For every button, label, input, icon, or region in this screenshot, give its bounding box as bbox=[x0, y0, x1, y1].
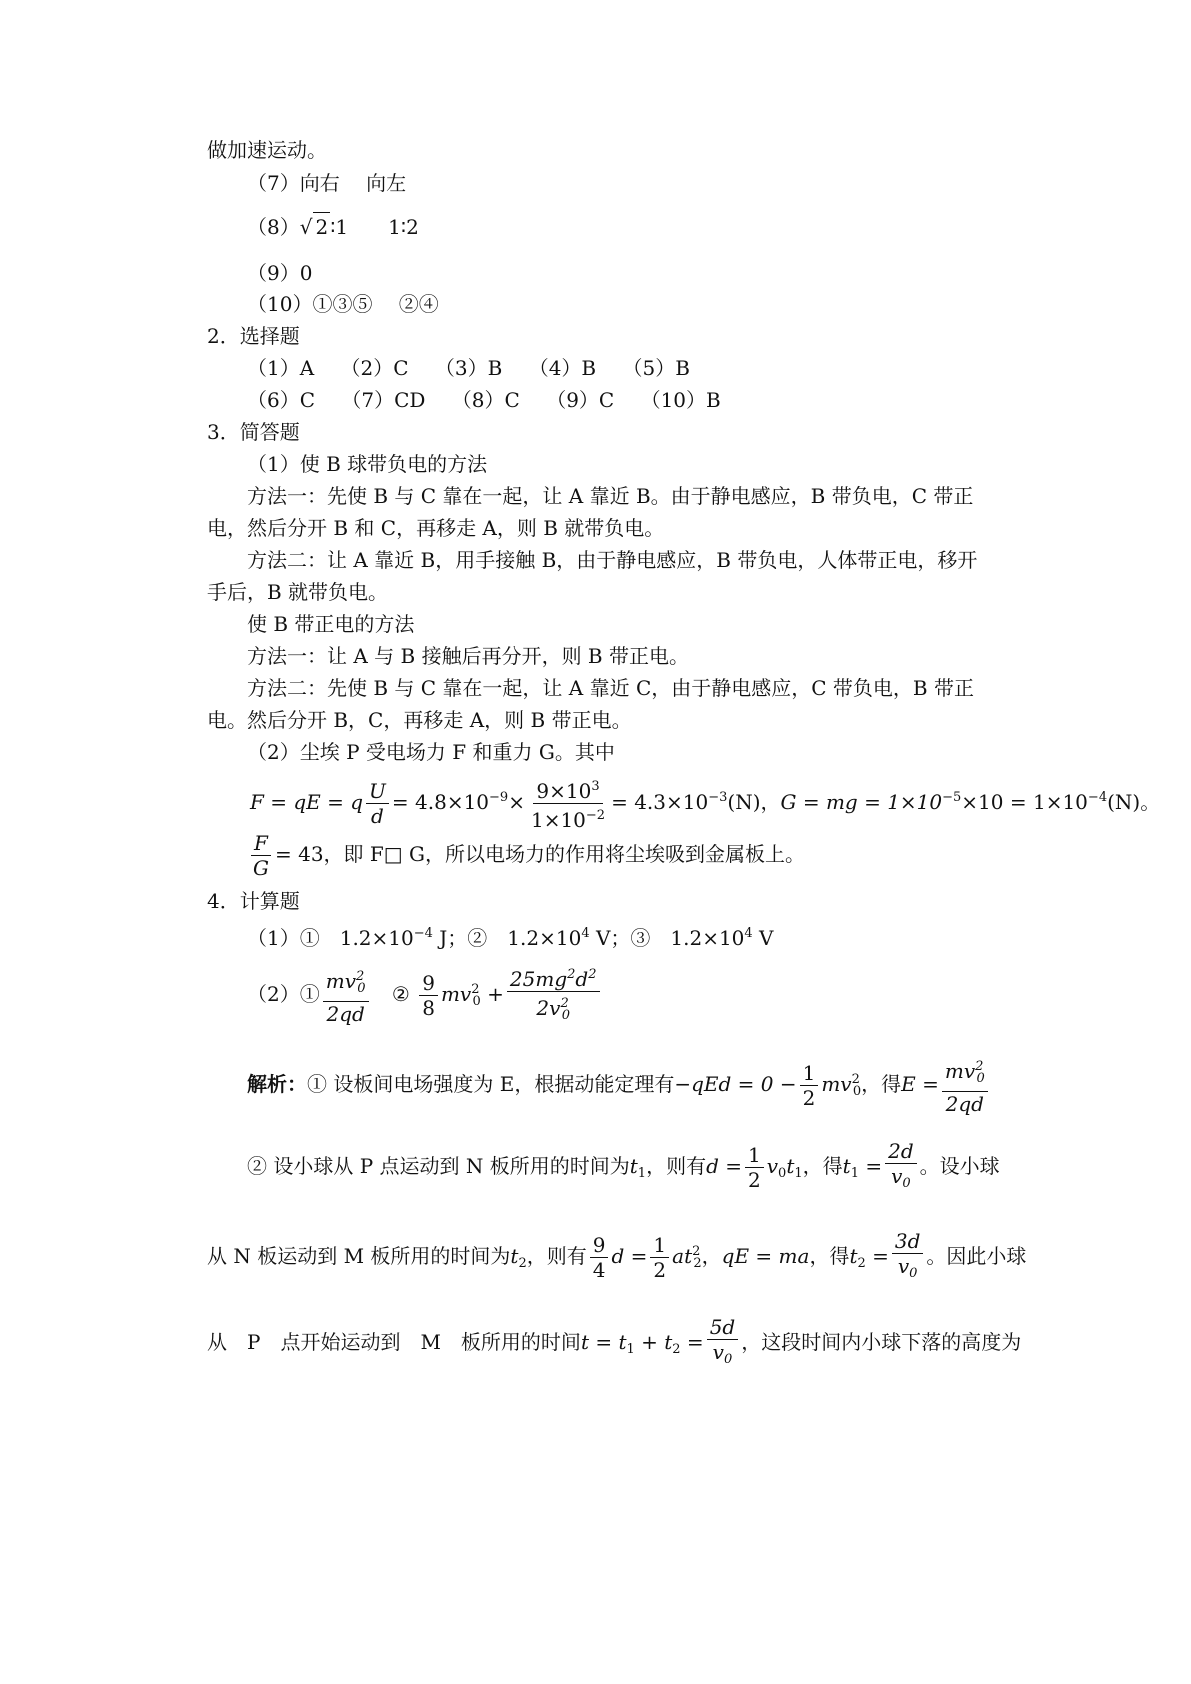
fraction: $\frac{3d}{v_0}$ bbox=[892, 1229, 924, 1286]
fraction: $\frac{25mg^2d^2}{2v^2_0}$ bbox=[507, 963, 600, 1028]
formula-force: F = qE = q $\frac{U}{d}$ = $4.8\times 10^{-9}\times$ $\frac{9\times 10^3}{1\times 10^{-2}}$ = $4.3\times 10^{-3}(N)$，G = mg = $1\times 10^{-5}\times 10 = 1\times 10^{-4}(N)$。 bbox=[250, 770, 1160, 832]
choice-answers-row1: （1）A （2）C （3）B （4）B （5）B bbox=[247, 356, 690, 380]
text-line: 方法二：先使 B 与 C 靠在一起，让 A 靠近 C，由于静电感应，C 带负电，B 带正 bbox=[247, 676, 974, 700]
text-line: 使 B 带正电的方法 bbox=[247, 612, 415, 636]
formula-text: = 4.8×10 bbox=[391, 790, 490, 814]
text-line: （1）使 B 球带负电的方法 bbox=[247, 452, 488, 476]
fraction: $\frac{U}{d}$ bbox=[366, 779, 389, 828]
fraction: $\frac{F}{G}$ bbox=[253, 831, 269, 880]
missing-glyph: □ bbox=[383, 842, 403, 866]
fill-answer-7: （7）向右 向左 bbox=[247, 171, 407, 195]
text-line: 手后，B 就带负电。 bbox=[207, 580, 389, 604]
fraction: $\frac{1}{2}$ bbox=[800, 1061, 819, 1110]
text-line: 做加速运动。 bbox=[207, 138, 327, 162]
section-heading-choice: 2．选择题 bbox=[207, 324, 300, 348]
text-line: （2）尘埃 P 受电场力 F 和重力 G。其中 bbox=[247, 740, 615, 764]
sqrt-sign: √ bbox=[299, 215, 313, 239]
fraction: $\frac{1}{2}$ bbox=[650, 1233, 669, 1282]
fill-answer-10: （10）①③⑤ ②④ bbox=[247, 292, 439, 316]
formula-text: F = qE = q bbox=[250, 790, 364, 814]
choice-answers-row2: （6）C （7）CD （8）C （9）C （10）B bbox=[247, 388, 721, 412]
solution-step-3: 从 N 板运动到 M 板所用的时间为$t_2$，则有 $\frac{9}{4}$ d = $\frac{1}{2}$ $at^2_2$，qE = ma，得$t_2$ = $\frac{3d}{v_0}$ 。因此小球 bbox=[207, 1224, 1026, 1292]
solution-step-1: 解析：① 设板间电场强度为 E，根据动能定理有−qEd = 0 − $\frac{1}{2}$ $mv^2_0$，得E = $\frac{mv^2_0}{2qd}$ bbox=[247, 1052, 991, 1120]
solution-label: 解析： bbox=[247, 1072, 307, 1096]
fraction: $\frac{1}{2}$ bbox=[745, 1143, 764, 1192]
text-line: 电。然后分开 B，C，再移走 A，则 B 带正电。 bbox=[207, 708, 632, 732]
fill-answer-8 bbox=[247, 212, 419, 241]
calc-answer-1: （1）① $1.2\times 10^{-4}$ J；② $1.2\times 10^4$ V；③ $1.2\times 10^4$ V bbox=[247, 926, 774, 950]
text-line: 方法一：先使 B 与 C 靠在一起，让 A 靠近 B。由于静电感应，B 带负电，C 带正 bbox=[247, 484, 974, 508]
fill-answer-9: （9）0 bbox=[247, 261, 313, 285]
text-line: 电，然后分开 B 和 C，再移走 A，则 B 就带负电。 bbox=[207, 516, 665, 540]
label: （8） bbox=[247, 215, 300, 239]
calc-answer-2: （2）① $\frac{mv^2_0}{2qd}$ ② $\frac{9}{8}$ $mv^2_0$ + $\frac{25mg^2d^2}{2v^2_0}$ bbox=[247, 962, 603, 1030]
ratio: ∶1 1∶2 bbox=[330, 215, 419, 239]
section-heading-calc: 4．计算题 bbox=[207, 889, 300, 913]
fraction: $\frac{9\times 10^3}{1\times 10^{-2}}$ bbox=[528, 775, 608, 832]
text-line: 方法二：让 A 靠近 B，用手接触 B，由于静电感应，B 带负电，人体带正电，移开 bbox=[247, 548, 978, 572]
fraction: $\frac{2d}{v_0}$ bbox=[885, 1139, 917, 1196]
solution-step-2: ② 设小球从 P 点运动到 N 板所用的时间为$t_1$，则有d = $\frac{1}{2}$ $v_0t_1$，得$t_1$ = $\frac{2d}{v_0}$ 。设小球 bbox=[247, 1138, 1000, 1202]
fraction: $\frac{9}{8}$ bbox=[419, 971, 438, 1020]
formula-text: G，所以电场力的作用将尘埃吸到金属板上。 bbox=[402, 842, 806, 866]
formula-text: = 43，即 F bbox=[274, 842, 384, 866]
fraction: $\frac{mv^2_0}{2qd}$ bbox=[323, 965, 369, 1026]
text-line: 方法一：让 A 与 B 接触后再分开，则 B 带正电。 bbox=[247, 644, 689, 668]
solution-step-4: 从 P 点开始运动到 M 板所用的时间$t = t_1 + t_2$ = $\frac{5d}{v_0}$ ，这段时间内小球下落的高度为 bbox=[207, 1314, 1021, 1378]
sqrt-arg: 2 bbox=[313, 212, 330, 241]
fraction: $\frac{9}{4}$ bbox=[590, 1233, 609, 1282]
formula-ratio bbox=[247, 828, 805, 880]
fraction: $\frac{mv^2_0}{2qd}$ bbox=[942, 1055, 988, 1116]
fraction: $\frac{5d}{v_0}$ bbox=[707, 1315, 739, 1372]
section-heading-short: 3．简答题 bbox=[207, 420, 300, 444]
